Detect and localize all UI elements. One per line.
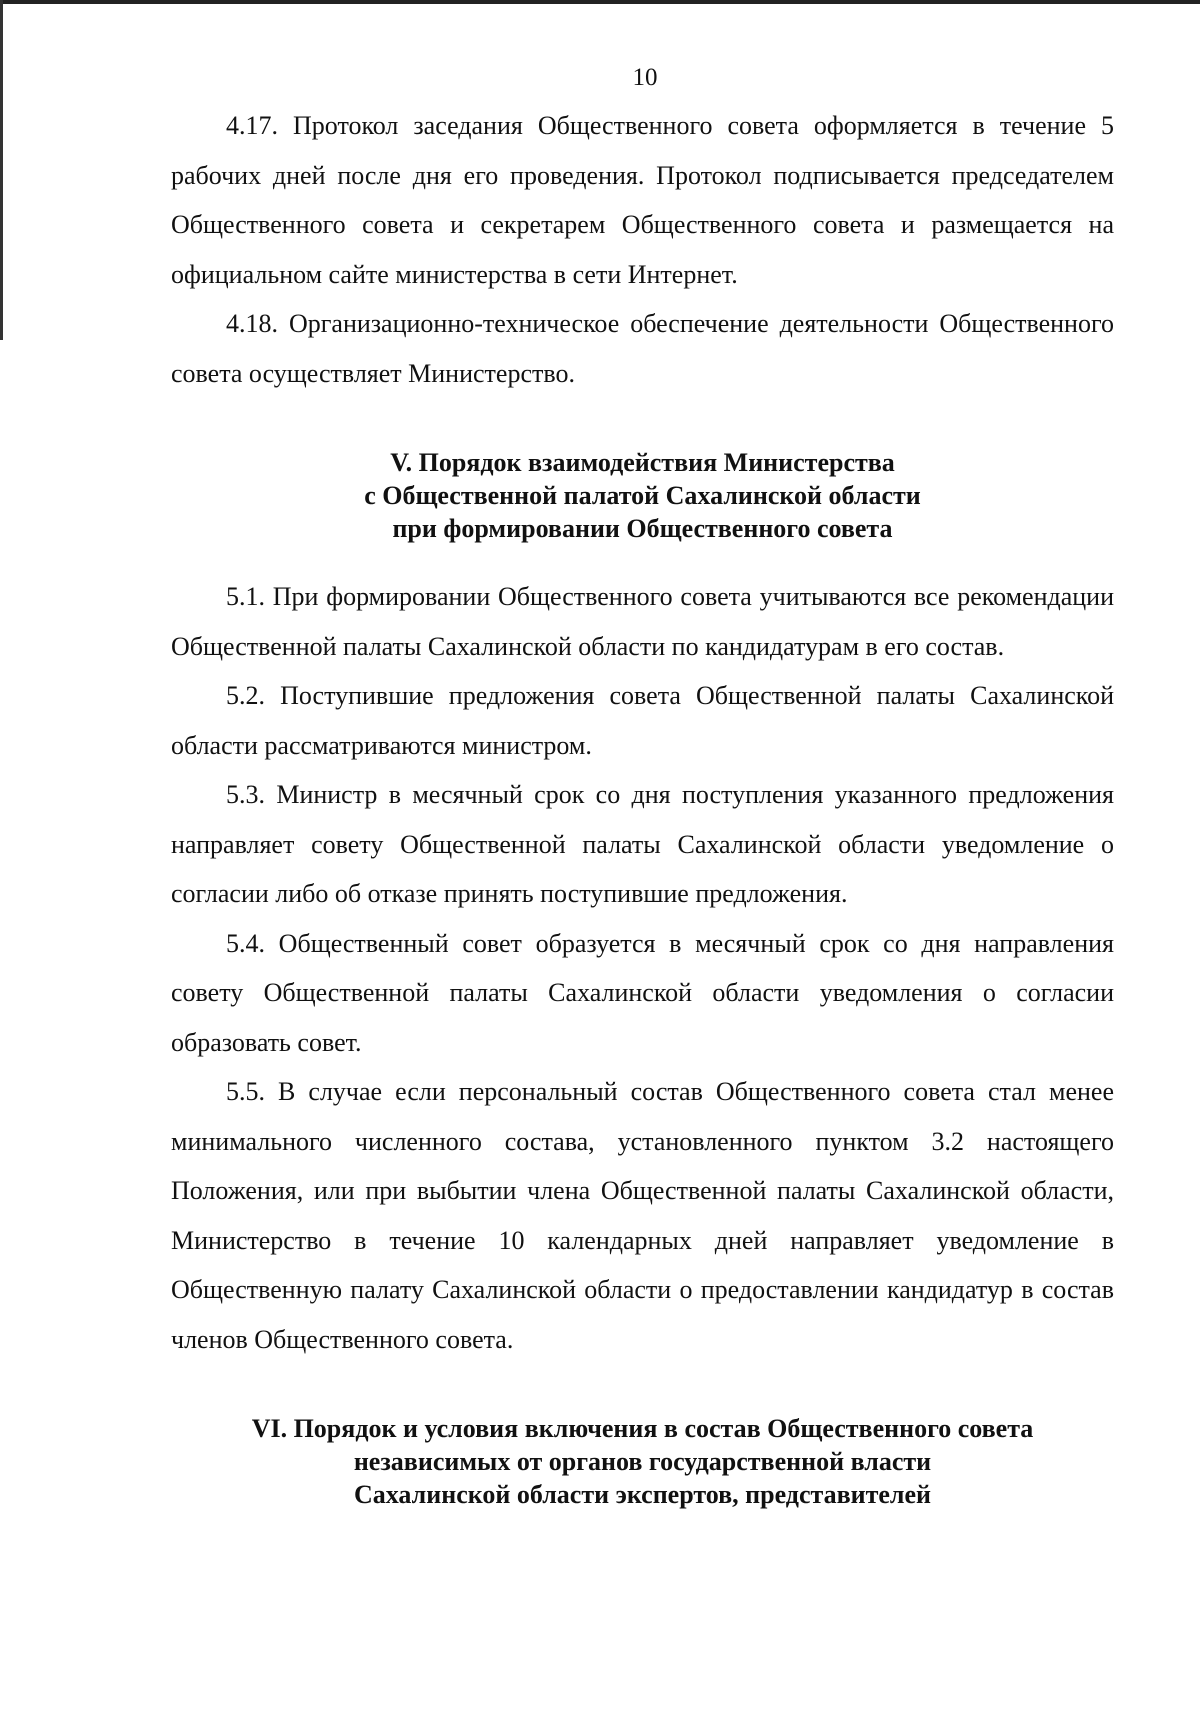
paragraph-5-5: 5.5. В случае если персональный состав Общественного совета стал менее минимального численного состава, установленного пунктом 3.2 настоящего Положения, или при выбытии члена Общественной палаты Сахалинской области, Министерство в течение 10 календарных дней направляет уведомление в Общественную палату Сахалинской области о предоставлении кандидатур в состав членов Общественного совета. bbox=[171, 1077, 1114, 1354]
section-6-heading bbox=[171, 1412, 1114, 1511]
paragraph-5-3: 5.3. Министр в месячный срок со дня поступления указанного предложения направляет совету Общественной палаты Сахалинской области уведомление о согласии либо об отказе принять поступившие предложения. bbox=[171, 780, 1114, 908]
section-6-title-line: независимых от органов государственной власти bbox=[353, 1447, 932, 1476]
paragraph-5-2: 5.2. Поступившие предложения совета Общественной палаты Сахалинской области рассматриваются министром. bbox=[171, 681, 1114, 760]
paragraph-4-17: 4.17. Протокол заседания Общественного совета оформляется в течение 5 рабочих дней после дня его проведения. Протокол подписывается председателем Общественного совета и секретарем Общественного совета и размещается на официальном сайте министерства в сети Интернет. bbox=[171, 111, 1114, 289]
page-number: 10 bbox=[632, 64, 658, 91]
document-body bbox=[171, 101, 1114, 1511]
scan-left-edge bbox=[0, 0, 3, 340]
paragraph-4-18: 4.18. Организационно-техническое обеспечение деятельности Общественного совета осуществляет Министерство. bbox=[171, 309, 1114, 388]
section-6-title-line: Сахалинской области экспертов, представителей bbox=[353, 1480, 932, 1509]
scan-top-edge bbox=[0, 0, 1200, 4]
section-6-title-line: VI. Порядок и условия включения в состав Общественного совета bbox=[251, 1414, 1034, 1443]
section-5-heading bbox=[171, 446, 1114, 545]
section-5-title-line: при формировании Общественного совета bbox=[392, 514, 893, 543]
paragraph-5-4: 5.4. Общественный совет образуется в месячный срок со дня направления совету Общественной палаты Сахалинской области уведомления о согласии образовать совет. bbox=[171, 928, 1114, 1057]
section-5-title-line: V. Порядок взаимодействия Министерства bbox=[390, 448, 895, 477]
section-5-title-line: с Общественной палатой Сахалинской области bbox=[364, 481, 921, 510]
paragraph-5-1: 5.1. При формировании Общественного совета учитываются все рекомендации Общественной палаты Сахалинской области по кандидатурам в его состав. bbox=[171, 582, 1114, 661]
